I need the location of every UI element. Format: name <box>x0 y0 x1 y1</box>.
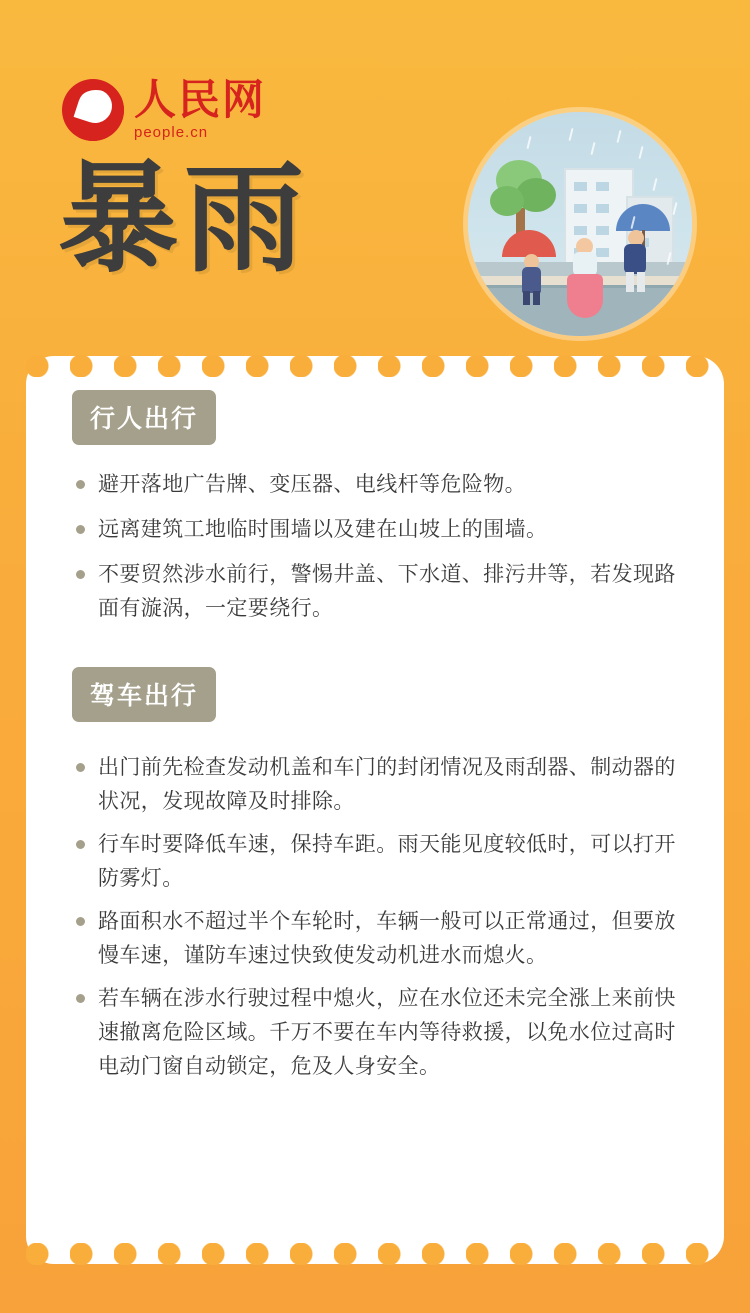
illustration-person-blue-umbrella <box>608 204 672 300</box>
tree-leaf <box>490 186 524 216</box>
brand-name-cn: 人民网 <box>134 75 267 124</box>
content-card-inner <box>72 390 678 1234</box>
building-window <box>574 182 587 191</box>
list-item: 行车时要降低车速，保持车距。雨天能见度较低时，可以打开防雾灯。 <box>72 827 678 895</box>
rainstorm-street-illustration <box>468 112 692 336</box>
poster-header <box>0 0 750 350</box>
building-window <box>574 226 587 235</box>
building-window <box>574 204 587 213</box>
section-pedestrian <box>72 390 678 625</box>
list-item: 不要贸然涉水前行，警惕井盖、下水道、排污井等，若发现路面有漩涡，一定要绕行。 <box>72 557 678 625</box>
person-skirt <box>567 274 603 318</box>
list-item: 出门前先检查发动机盖和车门的封闭情况及雨刮器、制动器的状况，发现故障及时排除。 <box>72 750 678 818</box>
content-card <box>26 356 724 1264</box>
pedestrian-tips-list <box>72 467 678 625</box>
driving-tips-list <box>72 750 678 1083</box>
umbrella-icon <box>502 230 556 257</box>
person-top <box>573 252 597 276</box>
person-leg <box>523 291 530 305</box>
building-window <box>596 182 609 191</box>
list-item: 路面积水不超过半个车轮时，车辆一般可以正常通过，但要放慢车速，谨防车速过快致使发动机进水而熄火。 <box>72 904 678 972</box>
section-tag-pedestrian: 行人出行 <box>72 390 216 445</box>
section-tag-driving: 驾车出行 <box>72 667 216 722</box>
illustration-person-pink-dress <box>554 238 614 318</box>
person-leg <box>533 291 540 305</box>
page-title: 暴雨 <box>58 150 310 289</box>
people-cn-logo-icon <box>62 79 124 141</box>
person-leg <box>626 272 634 292</box>
person-backpack-body <box>624 244 646 274</box>
brand-name-en: people.cn <box>134 124 209 142</box>
illustration-person-red-umbrella <box>502 230 562 302</box>
brand-logo-text <box>134 75 267 142</box>
list-item: 避开落地广告牌、变压器、电线杆等危险物。 <box>72 467 678 501</box>
umbrella-icon <box>616 204 670 231</box>
section-driving <box>72 667 678 1083</box>
list-item: 若车辆在涉水行驶过程中熄火，应在水位还未完全涨上来前快速撤离危险区域。千万不要在车内等待救援，以免水位过高时电动门窗自动锁定，危及人身安全。 <box>72 981 678 1083</box>
person-body <box>522 267 541 293</box>
person-leg <box>637 272 645 292</box>
list-item: 远离建筑工地临时围墙以及建在山坡上的围墙。 <box>72 512 678 546</box>
brand-logo <box>62 75 267 142</box>
